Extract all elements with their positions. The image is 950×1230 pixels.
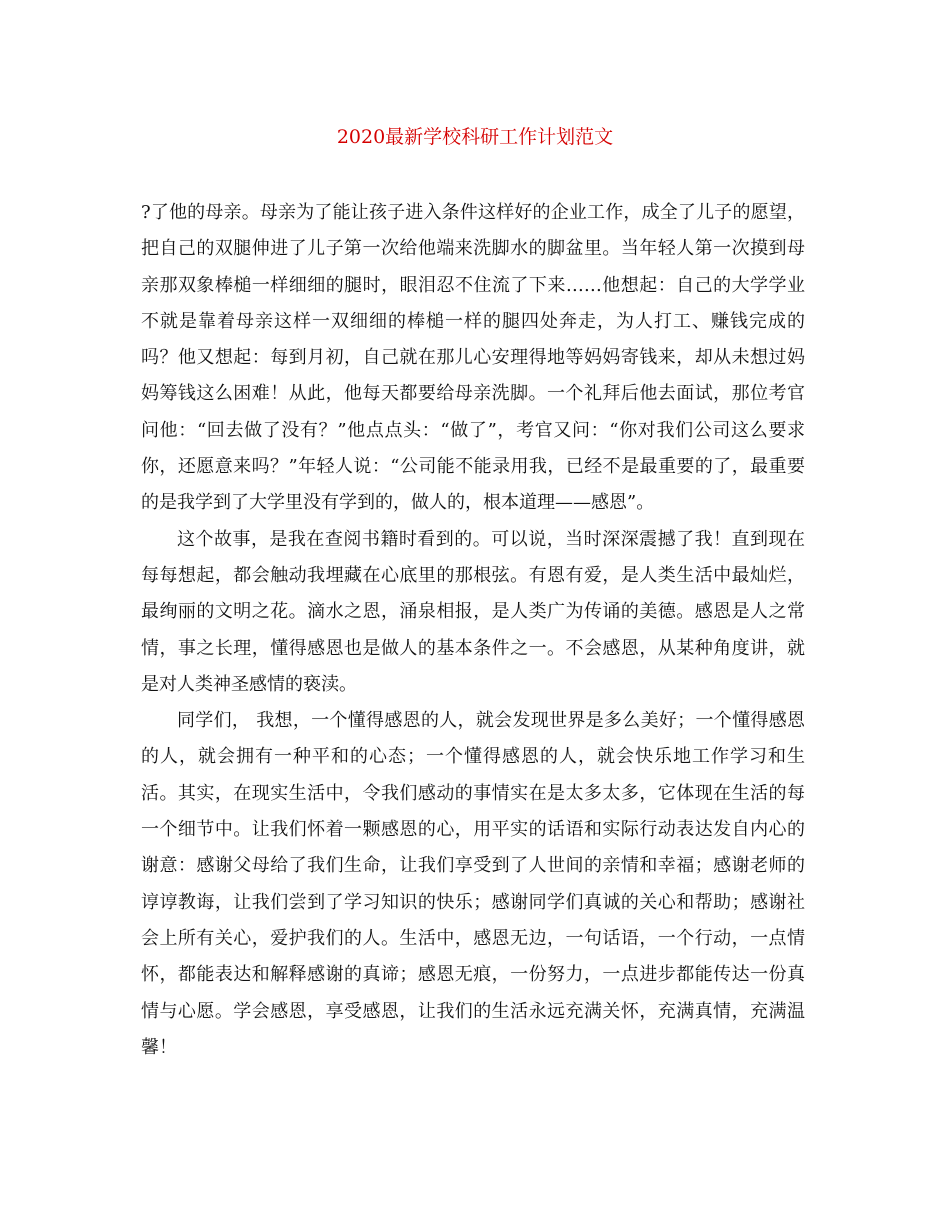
- paragraph-story-ending: ?了他的母亲。母亲为了能让孩子进入条件这样好的企业工作，成全了儿子的愿望，把自己的双腿伸进了儿子第一次给他端来洗脚水的脚盆里。当年轻人第一次摸到母亲那双象棒槌一样细细的腿时，眼泪忍不住流了下来……他想起：自己的大学学业不就是靠着母亲这样一双细细的棒槌一样的腿四处奔走，为人打工、赚钱完成的吗？他又想起：每到月初，自己就在那儿心安理得地等妈妈寄钱来，却从未想过妈妈筹钱这么困难！从此，他每天都要给母亲洗脚。一个礼拜后他去面试，那位考官问他：“回去做了没有？”他点点头：“做了”，考官又问：“你对我们公司这么要求你，还愿意来吗？”年轻人说：“公司能不能录用我，已经不是最重要的了，最重要的是我学到了大学里没有学到的，做人的，根本道理——感恩”。: [141, 202, 805, 514]
- paragraph-reflection: 这个故事，是我在查阅书籍时看到的。可以说，当时深深震撼了我！直到现在每每想起，都会触动我埋藏在心底里的那根弦。有恩有爱，是人类生活中最灿烂，最绚丽的文明之花。滴水之恩，涌泉相报，是人类广为传诵的美德。感恩是人之常情，事之长理，懂得感恩也是做人的基本条件之一。不会感恩，从某种角度讲，就是对人类神圣感情的亵渎。: [141, 528, 805, 695]
- document-title: 2020最新学校科研工作计划范文: [336, 126, 614, 148]
- document-body: [141, 195, 805, 1066]
- paragraph-gratitude-appeal: 同学们， 我想，一个懂得感恩的人，就会发现世界是多么美好；一个懂得感恩的人，就会拥有一种平和的心态；一个懂得感恩的人，就会快乐地工作学习和生活。其实，在现实生活中，令我们感动的事情实在是太多太多，它体现在生活的每一个细节中。让我们怀着一颗感恩的心，用平实的话语和实际行动表达发自内心的谢意：感谢父母给了我们生命，让我们享受到了人世间的亲情和幸福；感谢老师的谆谆教诲，让我们尝到了学习知识的快乐；感谢同学们真诚的关心和帮助；感谢社会上所有关心，爱护我们的人。生活中，感恩无边，一句话语，一个行动，一点情怀，都能表达和解释感谢的真谛；感恩无痕，一份努力，一点进步都能传达一份真情与心愿。学会感恩，享受感恩，让我们的生活永远充满关怀，充满真情，充满温馨！: [141, 710, 805, 1058]
